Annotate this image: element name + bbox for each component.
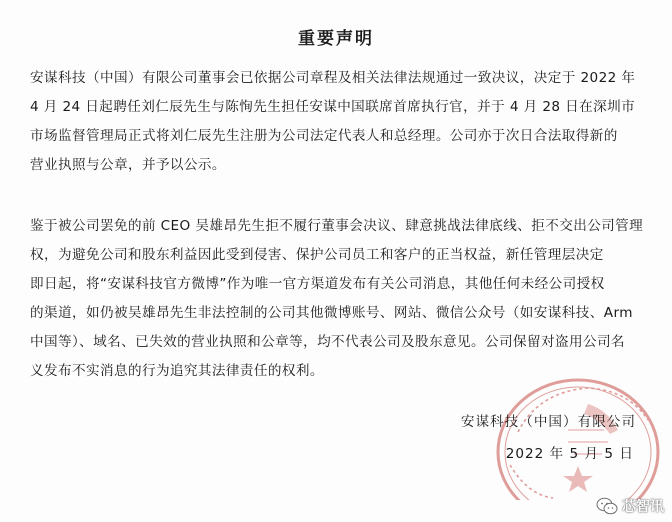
paragraph-line: 营业执照与公章，并予以公示。 [30, 157, 226, 173]
paragraph-appointment [30, 64, 642, 180]
paragraph-line: 的渠道，如仍被吴雄昂先生非法控制的公司其他微博账号、网站、微信公众号（如安谋科技、Arm [30, 305, 633, 321]
paragraph-line: 安谋科技（中国）有限公司董事会已依据公司章程及相关法律法规通过一致决议，决定于 2022 年 [30, 70, 636, 86]
paragraph-line: 权，为避免公司和股东利益因此受到侵害、保护公司员工和客户的正当权益，新任管理层决定 [30, 247, 604, 263]
watermark [596, 496, 664, 516]
signature-company: 安谋科技（中国）有限公司 [460, 414, 636, 430]
paragraph-line: 4 月 24 日起聘任刘仁辰先生与陈恂先生担任安谋中国联席首席执行官，并于 4 月 28 日在深圳市 [30, 99, 636, 115]
company-seal-icon [478, 370, 668, 500]
document-title: 重要声明 [298, 29, 374, 49]
watermark-text: 芯智讯 [622, 499, 664, 515]
paragraph-line: 鉴于被公司罢免的前 CEO 吴雄昂先生拒不履行董事会决议、肆意挑战法律底线、拒不交出公司管理 [30, 218, 644, 234]
paragraph-official-channel [30, 212, 642, 386]
paragraph-line: 市场监督管理局正式将刘仁辰先生注册为公司法定代表人和总经理。公司亦于次日合法取得新的 [30, 128, 618, 144]
wechat-icon [596, 497, 618, 515]
paragraph-line: 中国等）、域名、已失效的营业执照和公章等，均不代表公司及股东意见。公司保留对盗用公司名 [30, 334, 625, 350]
paragraph-line: 义发布不实消息的行为追究其法律责任的权利。 [30, 363, 324, 379]
paragraph-line: 即日起，将“安谋科技官方微博”作为唯一官方渠道发布有关公司消息，其他任何未经公司授权 [30, 276, 605, 292]
signature-date: 2022 年 5 月 5 日 [505, 446, 634, 462]
